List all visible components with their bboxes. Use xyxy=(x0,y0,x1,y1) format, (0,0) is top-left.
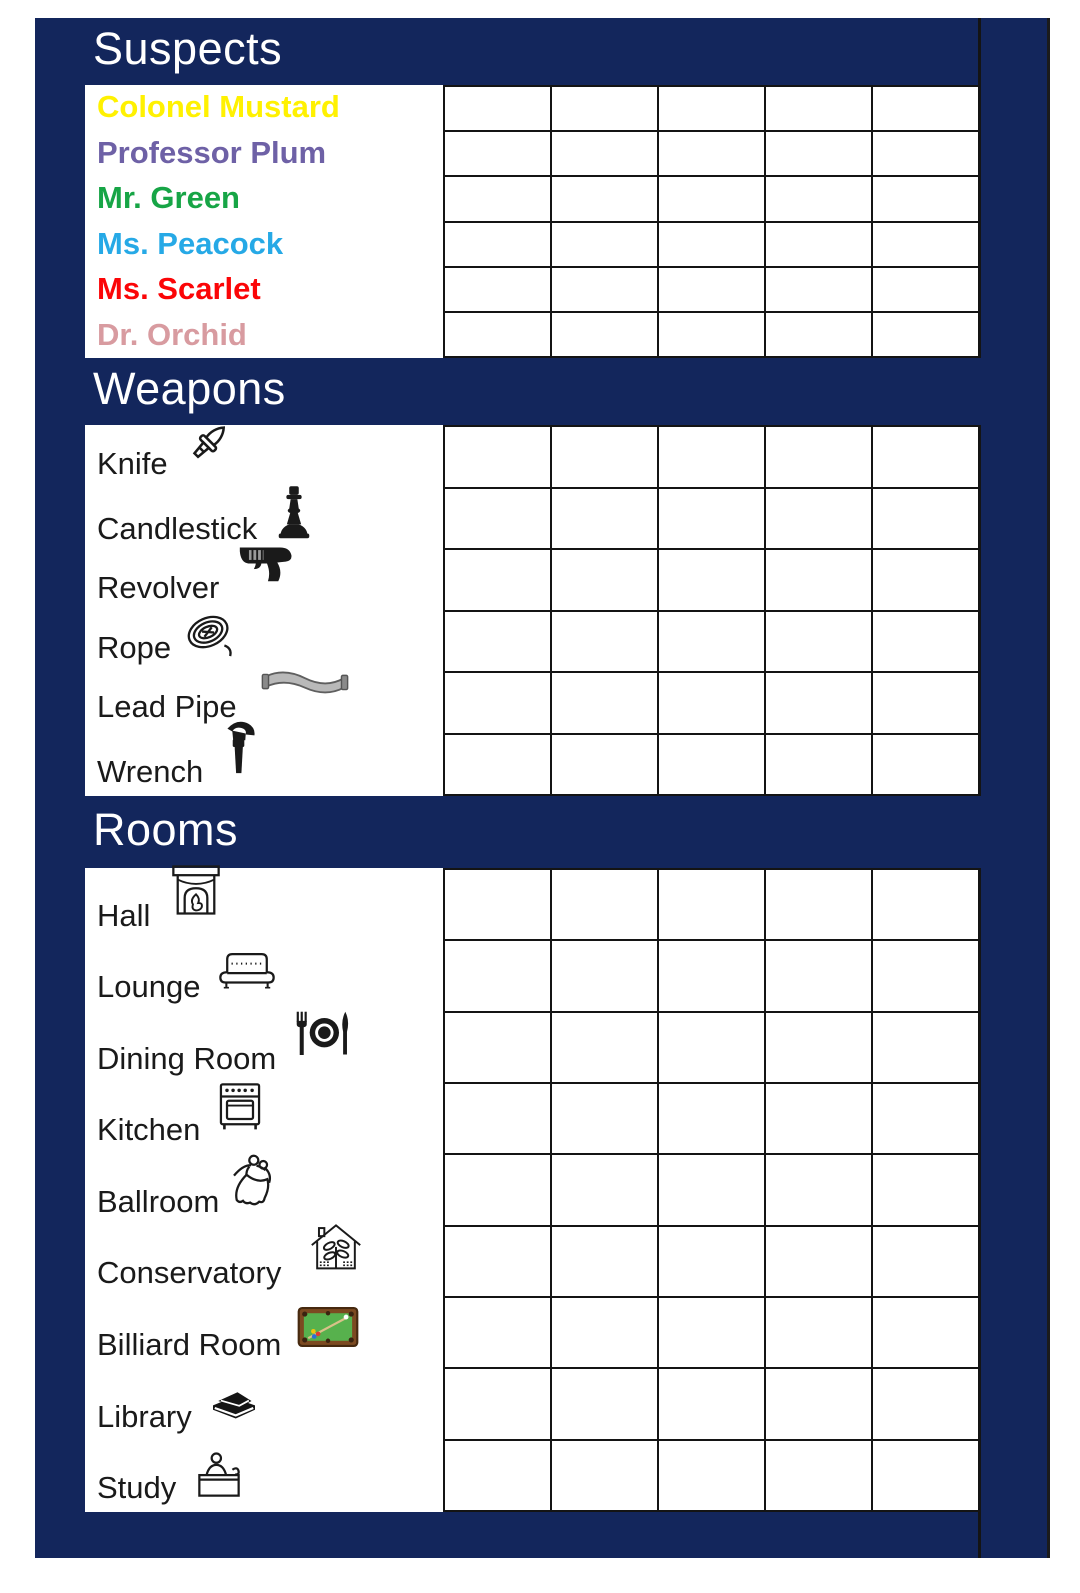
weapons-header xyxy=(35,358,1047,425)
suspect-label: Professor Plum xyxy=(97,134,327,170)
room-label: Billiard Room xyxy=(97,1326,282,1362)
mark-cell-rooms-r9-c1[interactable] xyxy=(445,1441,550,1510)
mark-cell-rooms-r5-c3[interactable] xyxy=(659,1155,764,1224)
mark-cell-weapons-r2-c3[interactable] xyxy=(659,489,764,549)
mark-cell-suspects-r2-c4[interactable] xyxy=(766,132,871,175)
weapons-title: Weapons xyxy=(93,363,286,414)
mark-cell-suspects-r6-c4[interactable] xyxy=(766,313,871,356)
mark-cell-suspects-r1-c4[interactable] xyxy=(766,87,871,130)
room-label: Ballroom xyxy=(97,1183,220,1219)
weapon-row-lead-pipe xyxy=(85,672,443,731)
mark-cell-suspects-r2-c1[interactable] xyxy=(445,132,550,175)
mark-cell-weapons-r6-c2[interactable] xyxy=(552,735,657,795)
weapon-label: Rope xyxy=(97,629,172,665)
mark-cell-weapons-r4-c2[interactable] xyxy=(552,612,657,672)
mark-cell-rooms-r3-c1[interactable] xyxy=(445,1013,550,1082)
dining-room-icon xyxy=(290,1009,352,1058)
mark-cell-rooms-r9-c4[interactable] xyxy=(766,1441,871,1510)
room-label: Dining Room xyxy=(97,1040,277,1076)
weapon-label: Lead Pipe xyxy=(97,688,237,724)
mark-cell-rooms-r4-c5[interactable] xyxy=(873,1084,978,1153)
room-row-kitchen xyxy=(85,1083,443,1155)
mark-cell-rooms-r1-c3[interactable] xyxy=(659,870,764,939)
suspect-row-ms-peacock xyxy=(85,222,443,268)
mark-cell-rooms-r3-c3[interactable] xyxy=(659,1013,764,1082)
room-label: Kitchen xyxy=(97,1112,201,1148)
mark-cell-suspects-r5-c3[interactable] xyxy=(659,268,764,311)
mark-cell-rooms-r8-c1[interactable] xyxy=(445,1369,550,1438)
rooms-header xyxy=(35,796,1047,868)
suspects-label-panel xyxy=(85,85,443,358)
mark-cell-weapons-r5-c3[interactable] xyxy=(659,673,764,733)
hall-fireplace-icon xyxy=(168,863,224,917)
billiard-table-icon xyxy=(297,1306,359,1348)
weapon-label: Candlestick xyxy=(97,511,258,546)
mark-cell-suspects-r6-c5[interactable] xyxy=(873,313,978,356)
suspects-mark-grid xyxy=(443,85,980,358)
room-label: Hall xyxy=(97,897,151,933)
mark-cell-suspects-r3-c5[interactable] xyxy=(873,177,978,220)
mark-cell-suspects-r5-c5[interactable] xyxy=(873,268,978,311)
suspect-label: Dr. Orchid xyxy=(97,316,247,352)
rope-icon xyxy=(183,609,237,657)
library-books-icon xyxy=(206,1378,262,1424)
mark-cell-rooms-r4-c3[interactable] xyxy=(659,1084,764,1153)
mark-cell-suspects-r4-c4[interactable] xyxy=(766,223,871,266)
mark-cell-rooms-r9-c3[interactable] xyxy=(659,1441,764,1510)
mark-cell-weapons-r1-c4[interactable] xyxy=(766,427,871,487)
suspect-label: Colonel Mustard xyxy=(97,89,340,125)
mark-cell-suspects-r3-c3[interactable] xyxy=(659,177,764,220)
mark-cell-suspects-r4-c3[interactable] xyxy=(659,223,764,266)
lounge-sofa-icon xyxy=(216,949,278,992)
suspect-row-mr-green xyxy=(85,176,443,222)
mark-cell-weapons-r5-c1[interactable] xyxy=(445,673,550,733)
mark-cell-rooms-r7-c2[interactable] xyxy=(552,1298,657,1367)
mark-cell-suspects-r6-c1[interactable] xyxy=(445,313,550,356)
study-desk-icon xyxy=(192,1451,246,1501)
mark-cell-suspects-r6-c2[interactable] xyxy=(552,313,657,356)
mark-cell-rooms-r6-c2[interactable] xyxy=(552,1227,657,1296)
ballroom-dancers-icon xyxy=(225,1153,279,1209)
mark-cell-rooms-r9-c5[interactable] xyxy=(873,1441,978,1510)
room-label: Lounge xyxy=(97,969,201,1005)
rooms-mark-grid xyxy=(443,868,980,1512)
mark-cell-weapons-r6-c5[interactable] xyxy=(873,735,978,795)
suspect-row-colonel-mustard xyxy=(85,85,443,131)
weapon-row-wrench xyxy=(85,731,443,796)
mark-cell-rooms-r6-c4[interactable] xyxy=(766,1227,871,1296)
revolver-icon xyxy=(237,538,297,587)
room-label: Conservatory xyxy=(97,1255,282,1291)
mark-cell-rooms-r6-c5[interactable] xyxy=(873,1227,978,1296)
mark-cell-weapons-r1-c2[interactable] xyxy=(552,427,657,487)
mark-cell-suspects-r2-c5[interactable] xyxy=(873,132,978,175)
mark-cell-suspects-r4-c5[interactable] xyxy=(873,223,978,266)
mark-cell-suspects-r5-c2[interactable] xyxy=(552,268,657,311)
suspect-row-professor-plum xyxy=(85,131,443,177)
weapon-label: Wrench xyxy=(97,753,204,789)
room-label: Study xyxy=(97,1470,177,1506)
mark-cell-suspects-r4-c1[interactable] xyxy=(445,223,550,266)
mark-cell-weapons-r4-c1[interactable] xyxy=(445,612,550,672)
mark-cell-weapons-r2-c2[interactable] xyxy=(552,489,657,549)
mark-cell-weapons-r1-c1[interactable] xyxy=(445,427,550,487)
mark-cell-rooms-r8-c4[interactable] xyxy=(766,1369,871,1438)
mark-cell-rooms-r3-c2[interactable] xyxy=(552,1013,657,1082)
mark-cell-weapons-r5-c5[interactable] xyxy=(873,673,978,733)
room-row-hall xyxy=(85,868,443,940)
mark-cell-weapons-r6-c3[interactable] xyxy=(659,735,764,795)
mark-cell-rooms-r9-c2[interactable] xyxy=(552,1441,657,1510)
suspect-row-dr-orchid xyxy=(85,313,443,359)
mark-cell-suspects-r5-c4[interactable] xyxy=(766,268,871,311)
mark-cell-weapons-r5-c2[interactable] xyxy=(552,673,657,733)
suspect-label: Mr. Green xyxy=(97,180,240,216)
mark-cell-rooms-r5-c5[interactable] xyxy=(873,1155,978,1224)
mark-cell-weapons-r6-c1[interactable] xyxy=(445,735,550,795)
mark-cell-suspects-r3-c1[interactable] xyxy=(445,177,550,220)
mark-cell-suspects-r1-c2[interactable] xyxy=(552,87,657,130)
room-row-dining-room xyxy=(85,1011,443,1083)
mark-cell-rooms-r8-c3[interactable] xyxy=(659,1369,764,1438)
wrench-icon xyxy=(219,719,259,775)
mark-cell-weapons-r6-c4[interactable] xyxy=(766,735,871,795)
suspects-header xyxy=(35,18,1047,85)
mark-cell-rooms-r5-c1[interactable] xyxy=(445,1155,550,1224)
conservatory-greenhouse-icon xyxy=(307,1220,365,1272)
mark-cell-suspects-r4-c2[interactable] xyxy=(552,223,657,266)
weapons-mark-grid xyxy=(443,425,980,796)
mark-cell-rooms-r8-c2[interactable] xyxy=(552,1369,657,1438)
room-row-ballroom xyxy=(85,1154,443,1226)
mark-cell-weapons-r3-c2[interactable] xyxy=(552,550,657,610)
knife-icon xyxy=(180,419,234,473)
mark-cell-rooms-r7-c1[interactable] xyxy=(445,1298,550,1367)
suspect-label: Ms. Scarlet xyxy=(97,271,261,307)
mark-cell-weapons-r3-c1[interactable] xyxy=(445,550,550,610)
mark-cell-rooms-r5-c2[interactable] xyxy=(552,1155,657,1224)
mark-cell-rooms-r1-c1[interactable] xyxy=(445,870,550,939)
rooms-title: Rooms xyxy=(93,803,239,855)
room-label: Library xyxy=(97,1398,192,1434)
mark-cell-weapons-r2-c5[interactable] xyxy=(873,489,978,549)
room-row-billiard-room xyxy=(85,1297,443,1369)
mark-cell-rooms-r2-c4[interactable] xyxy=(766,941,871,1010)
weapons-section xyxy=(35,425,1047,796)
mark-cell-rooms-r3-c5[interactable] xyxy=(873,1013,978,1082)
room-row-library xyxy=(85,1369,443,1441)
mark-cell-rooms-r2-c2[interactable] xyxy=(552,941,657,1010)
mark-cell-weapons-r3-c4[interactable] xyxy=(766,550,871,610)
mark-cell-rooms-r4-c4[interactable] xyxy=(766,1084,871,1153)
weapon-row-revolver xyxy=(85,553,443,612)
mark-cell-rooms-r4-c2[interactable] xyxy=(552,1084,657,1153)
weapon-row-rope xyxy=(85,612,443,671)
mark-cell-rooms-r8-c5[interactable] xyxy=(873,1369,978,1438)
mark-cell-rooms-r2-c1[interactable] xyxy=(445,941,550,1010)
mark-cell-suspects-r1-c3[interactable] xyxy=(659,87,764,130)
mark-cell-suspects-r2-c2[interactable] xyxy=(552,132,657,175)
mark-cell-suspects-r2-c3[interactable] xyxy=(659,132,764,175)
kitchen-stove-icon xyxy=(214,1079,266,1133)
mark-cell-weapons-r2-c4[interactable] xyxy=(766,489,871,549)
mark-cell-suspects-r1-c5[interactable] xyxy=(873,87,978,130)
suspects-section xyxy=(35,85,1047,358)
mark-cell-suspects-r3-c2[interactable] xyxy=(552,177,657,220)
mark-cell-rooms-r1-c5[interactable] xyxy=(873,870,978,939)
mark-cell-weapons-r3-c5[interactable] xyxy=(873,550,978,610)
weapon-label: Knife xyxy=(97,446,168,481)
mark-cell-suspects-r5-c1[interactable] xyxy=(445,268,550,311)
mark-cell-rooms-r3-c4[interactable] xyxy=(766,1013,871,1082)
mark-cell-suspects-r6-c3[interactable] xyxy=(659,313,764,356)
rooms-label-panel xyxy=(85,868,443,1512)
rooms-section xyxy=(35,868,1047,1512)
weapon-label: Revolver xyxy=(97,570,220,606)
mark-cell-rooms-r7-c4[interactable] xyxy=(766,1298,871,1367)
mark-cell-weapons-r4-c3[interactable] xyxy=(659,612,764,672)
mark-cell-rooms-r2-c3[interactable] xyxy=(659,941,764,1010)
suspects-title: Suspects xyxy=(93,23,283,74)
mark-cell-weapons-r4-c5[interactable] xyxy=(873,612,978,672)
suspect-row-ms-scarlet xyxy=(85,267,443,313)
mark-cell-rooms-r2-c5[interactable] xyxy=(873,941,978,1010)
lead-pipe-icon xyxy=(259,664,351,700)
mark-cell-weapons-r3-c3[interactable] xyxy=(659,550,764,610)
mark-cell-weapons-r1-c5[interactable] xyxy=(873,427,978,487)
room-row-study xyxy=(85,1441,443,1513)
mark-cell-rooms-r1-c4[interactable] xyxy=(766,870,871,939)
mark-cell-rooms-r6-c3[interactable] xyxy=(659,1227,764,1296)
candlestick-icon xyxy=(273,484,315,540)
mark-cell-rooms-r5-c4[interactable] xyxy=(766,1155,871,1224)
weapon-row-knife xyxy=(85,425,443,488)
mark-cell-suspects-r3-c4[interactable] xyxy=(766,177,871,220)
mark-cell-suspects-r1-c1[interactable] xyxy=(445,87,550,130)
mark-cell-rooms-r7-c3[interactable] xyxy=(659,1298,764,1367)
mark-cell-weapons-r2-c1[interactable] xyxy=(445,489,550,549)
room-row-lounge xyxy=(85,940,443,1012)
weapons-label-panel xyxy=(85,425,443,796)
mark-cell-rooms-r7-c5[interactable] xyxy=(873,1298,978,1367)
mark-cell-rooms-r1-c2[interactable] xyxy=(552,870,657,939)
mark-cell-rooms-r6-c1[interactable] xyxy=(445,1227,550,1296)
scorecard-sheet xyxy=(35,18,1050,1558)
suspect-label: Ms. Peacock xyxy=(97,225,284,261)
mark-cell-weapons-r1-c3[interactable] xyxy=(659,427,764,487)
mark-cell-weapons-r5-c4[interactable] xyxy=(766,673,871,733)
mark-cell-weapons-r4-c4[interactable] xyxy=(766,612,871,672)
mark-cell-rooms-r4-c1[interactable] xyxy=(445,1084,550,1153)
room-row-conservatory xyxy=(85,1226,443,1298)
